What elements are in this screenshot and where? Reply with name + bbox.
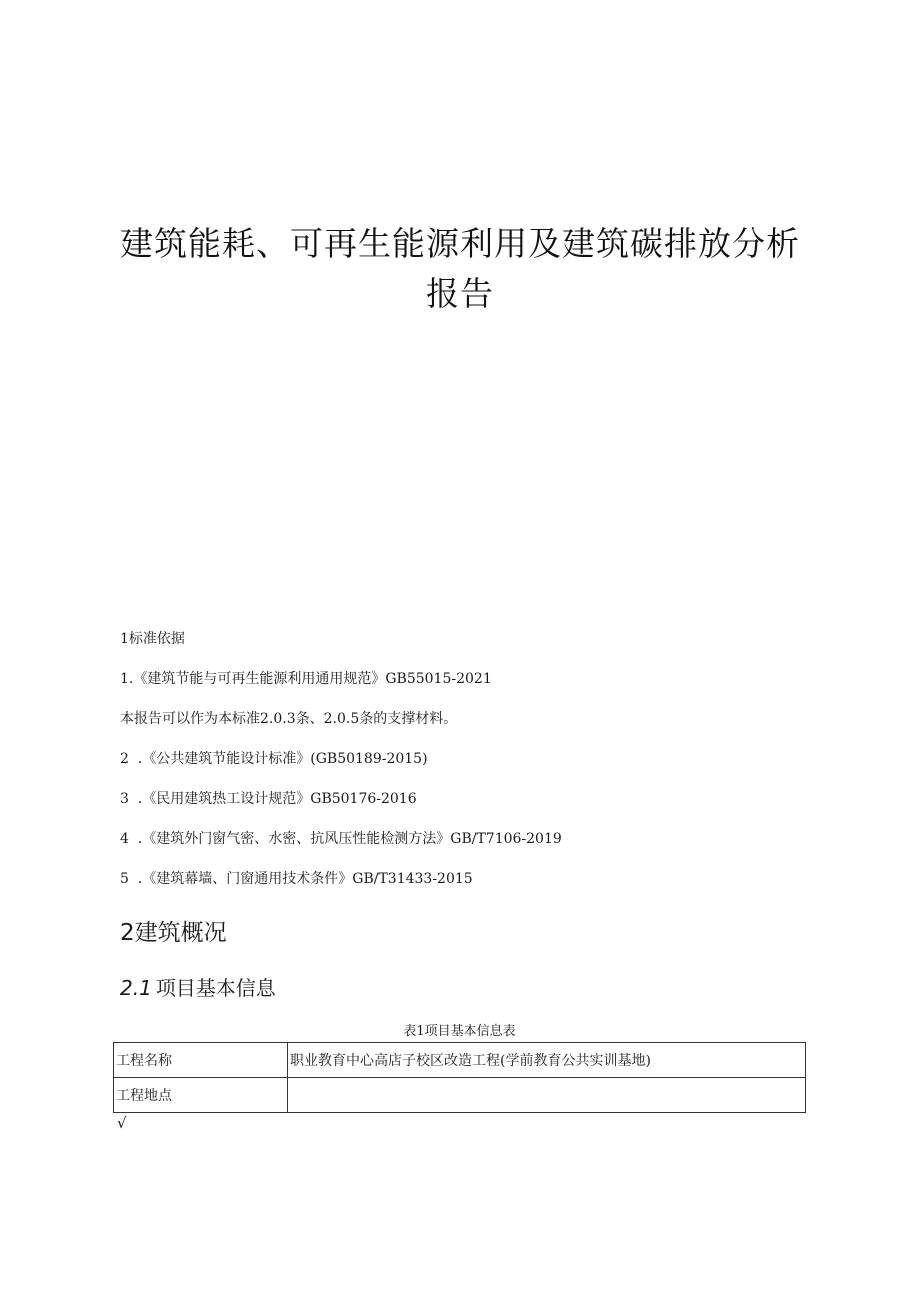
table-row — [114, 1043, 806, 1078]
check-mark: √ — [117, 1114, 127, 1132]
section-2-1-heading — [120, 972, 276, 1001]
standard-item-2: 2 .《公共建筑节能设计标准》(GB50189-2015) — [120, 751, 428, 767]
standard-item-3: 3 .《民用建筑热工设计规范》GB50176-2016 — [120, 791, 417, 807]
section-2-1-number: 2.1 — [120, 976, 152, 1000]
standard-item-5: 5 .《建筑幕墙、门窗通用技术条件》GB/T31433-2015 — [120, 871, 473, 887]
section-2-heading: 2建筑概况 — [120, 920, 227, 946]
table-row — [114, 1078, 806, 1113]
section-2-1-title: 项目基本信息 — [155, 976, 276, 1000]
table-caption: 表1项目基本信息表 — [403, 1024, 516, 1039]
table-cell-label: 工程名称 — [114, 1043, 288, 1078]
report-title-line-2: 报告 — [426, 274, 494, 313]
table-cell-value: 职业教育中心高店子校区改造工程(学前教育公共实训基地) — [288, 1043, 806, 1078]
standard-note: 本报告可以作为本标准2.0.3条、2.0.5条的支撑材料。 — [120, 711, 458, 727]
table-cell-label: 工程地点 — [114, 1078, 288, 1113]
table-cell-value — [288, 1078, 806, 1113]
standard-item-4: 4 .《建筑外门窗气密、水密、抗风压性能检测方法》GB/T7106-2019 — [120, 831, 562, 847]
project-info-table — [113, 1042, 806, 1113]
report-title-line-1: 建筑能耗、可再生能源利用及建筑碳排放分析 — [120, 224, 800, 263]
standard-item-1: 1.《建筑节能与可再生能源利用通用规范》GB55015-2021 — [120, 671, 492, 687]
section-1-heading: 1标准依据 — [120, 631, 185, 647]
